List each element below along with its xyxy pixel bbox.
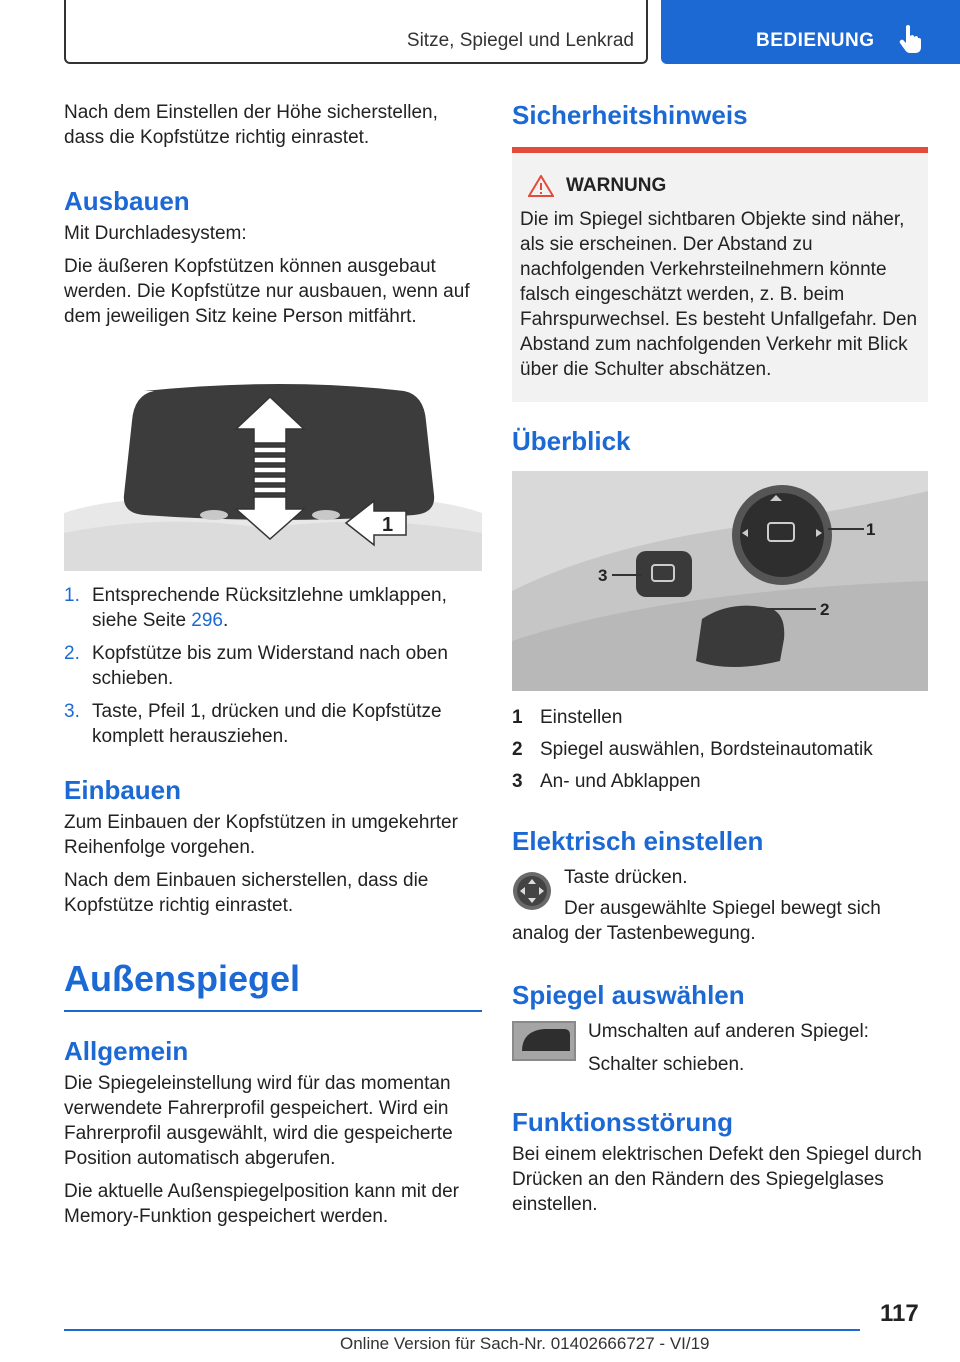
mirror-label-3: 3	[598, 566, 608, 585]
heading-elektrisch-einstellen: Elektrisch einstellen	[512, 826, 764, 856]
heading-ueberblick: Überblick	[512, 426, 631, 456]
heading-einbauen: Einbauen	[64, 775, 182, 805]
list-item	[512, 737, 928, 762]
warning-box	[512, 147, 928, 402]
legend-text: An- und Abklappen	[540, 771, 701, 792]
heading-allgemein: Allgemein	[64, 1036, 189, 1066]
stoerung-p1: Bei einem elektrischen Defekt den Spiegel durch Drücken an den Rändern des Spiegelglases einstellen.	[512, 1144, 922, 1215]
step-number: 3.	[64, 701, 80, 722]
pointing-hand-icon	[897, 24, 923, 54]
elektrisch-block	[512, 865, 928, 946]
legend-text: Spiegel auswählen, Bordsteinautomatik	[540, 739, 873, 760]
mirror-label-2: 2	[820, 600, 830, 619]
page-number: 117	[880, 1300, 919, 1327]
list-item	[64, 641, 482, 691]
legend-number: 3	[512, 771, 523, 792]
allgemein-p1: Die Spiegeleinstellung wird für das momentan verwendete Fahrerprofil gespeichert. Wird ein Fahrerprofil ausgewählt, wird die gespeicherte Position automatisch abgerufen.	[64, 1073, 453, 1169]
chapter-tab-label: BEDIENUNG	[756, 30, 875, 51]
einbauen-p1: Zum Einbauen der Kopfstützen in umgekehrter Reihenfolge vorgehen.	[64, 812, 458, 858]
step-number: 1.	[64, 585, 80, 606]
warning-text: Die im Spiegel sichtbaren Objekte sind näher, als sie erscheinen. Der Abstand zu nachfolgenden Verkehrsteilnehmern könnte falsch eingeschätzt werden, z. B. beim Fahrspurwechsel. Es besteht Unfallgefahr. Den Abstand zum nachfolgenden Verkehr mit Blick über die Schulter abschätzen.	[520, 209, 918, 380]
auswaehlen-p1: Umschalten auf anderen Spiegel:	[588, 1021, 869, 1042]
list-item	[64, 699, 482, 749]
heading-spiegel-auswaehlen: Spiegel auswählen	[512, 980, 745, 1010]
elektrisch-p1: Taste drücken.	[564, 867, 688, 888]
footer-text: Online Version für Sach-Nr. 01402666727 - VI/19	[340, 1334, 710, 1353]
steps-list	[64, 583, 482, 749]
mirror-control-illustration	[512, 471, 928, 691]
legend-text: Einstellen	[540, 707, 623, 728]
heading-sicherheitshinweis: Sicherheitshinweis	[512, 100, 748, 130]
allgemein-p2: Die aktuelle Außenspiegelposition kann mit der Memory-Funktion gespeichert werden.	[64, 1181, 460, 1227]
mirror-select-switch-icon	[512, 1021, 576, 1061]
step-text: Taste, Pfeil 1, drücken und die Kopfstütze komplett herausziehen.	[92, 701, 442, 747]
einbauen-p2: Nach dem Einbauen sicherstellen, dass die Kopfstütze richtig einrastet.	[64, 870, 429, 916]
left-column	[64, 100, 482, 1229]
legend-list	[512, 705, 928, 794]
heading-ausbauen: Ausbauen	[64, 186, 190, 216]
legend-number: 2	[512, 739, 523, 760]
auswaehlen-p2: Schalter schieben.	[588, 1054, 745, 1075]
step-text: Entsprechende Rücksitzlehne umklappen, siehe Seite	[92, 585, 447, 631]
list-item	[64, 583, 482, 633]
ausbauen-p1: Mit Durchladesystem:	[64, 223, 247, 244]
mirror-label-1: 1	[866, 520, 876, 539]
chapter-tab[interactable]	[661, 0, 960, 64]
elektrisch-p2: Der ausgewählte Spiegel bewegt sich analog der Tastenbewegung.	[512, 898, 881, 944]
intro-text: Nach dem Einstellen der Höhe sicherstellen, dass die Kopfstütze richtig einrastet.	[64, 102, 438, 148]
ausbauen-p2: Die äußeren Kopfstützen können ausgebaut werden. Die Kopfstütze nur ausbauen, wenn auf dem jeweiligen Sitz keine Person mitfährt.	[64, 256, 470, 327]
warning-header	[520, 175, 920, 197]
auswaehlen-block	[512, 1019, 928, 1077]
headrest-label-1: 1	[382, 514, 394, 536]
warning-title: WARNUNG	[566, 175, 667, 196]
headrest-illustration	[64, 363, 482, 571]
page-link-296[interactable]: 296	[191, 610, 223, 631]
header-section-box	[64, 0, 648, 64]
footer-divider	[64, 1329, 860, 1331]
mirror-adjust-button-icon	[512, 871, 552, 911]
step-suffix: .	[223, 610, 229, 631]
right-column	[512, 100, 928, 1217]
heading-funktionsstoerung: Funktionsstörung	[512, 1107, 733, 1137]
warning-triangle-icon	[528, 175, 554, 197]
heading-aussenspiegel: Außenspiegel	[64, 958, 301, 999]
step-text: Kopfstütze bis zum Widerstand nach oben schieben.	[92, 643, 448, 689]
section-title: Sitze, Spiegel und Lenkrad	[406, 30, 634, 51]
list-item	[512, 769, 928, 794]
legend-number: 1	[512, 707, 523, 728]
step-number: 2.	[64, 643, 80, 664]
list-item	[512, 705, 928, 730]
chapter-divider	[64, 1010, 482, 1012]
